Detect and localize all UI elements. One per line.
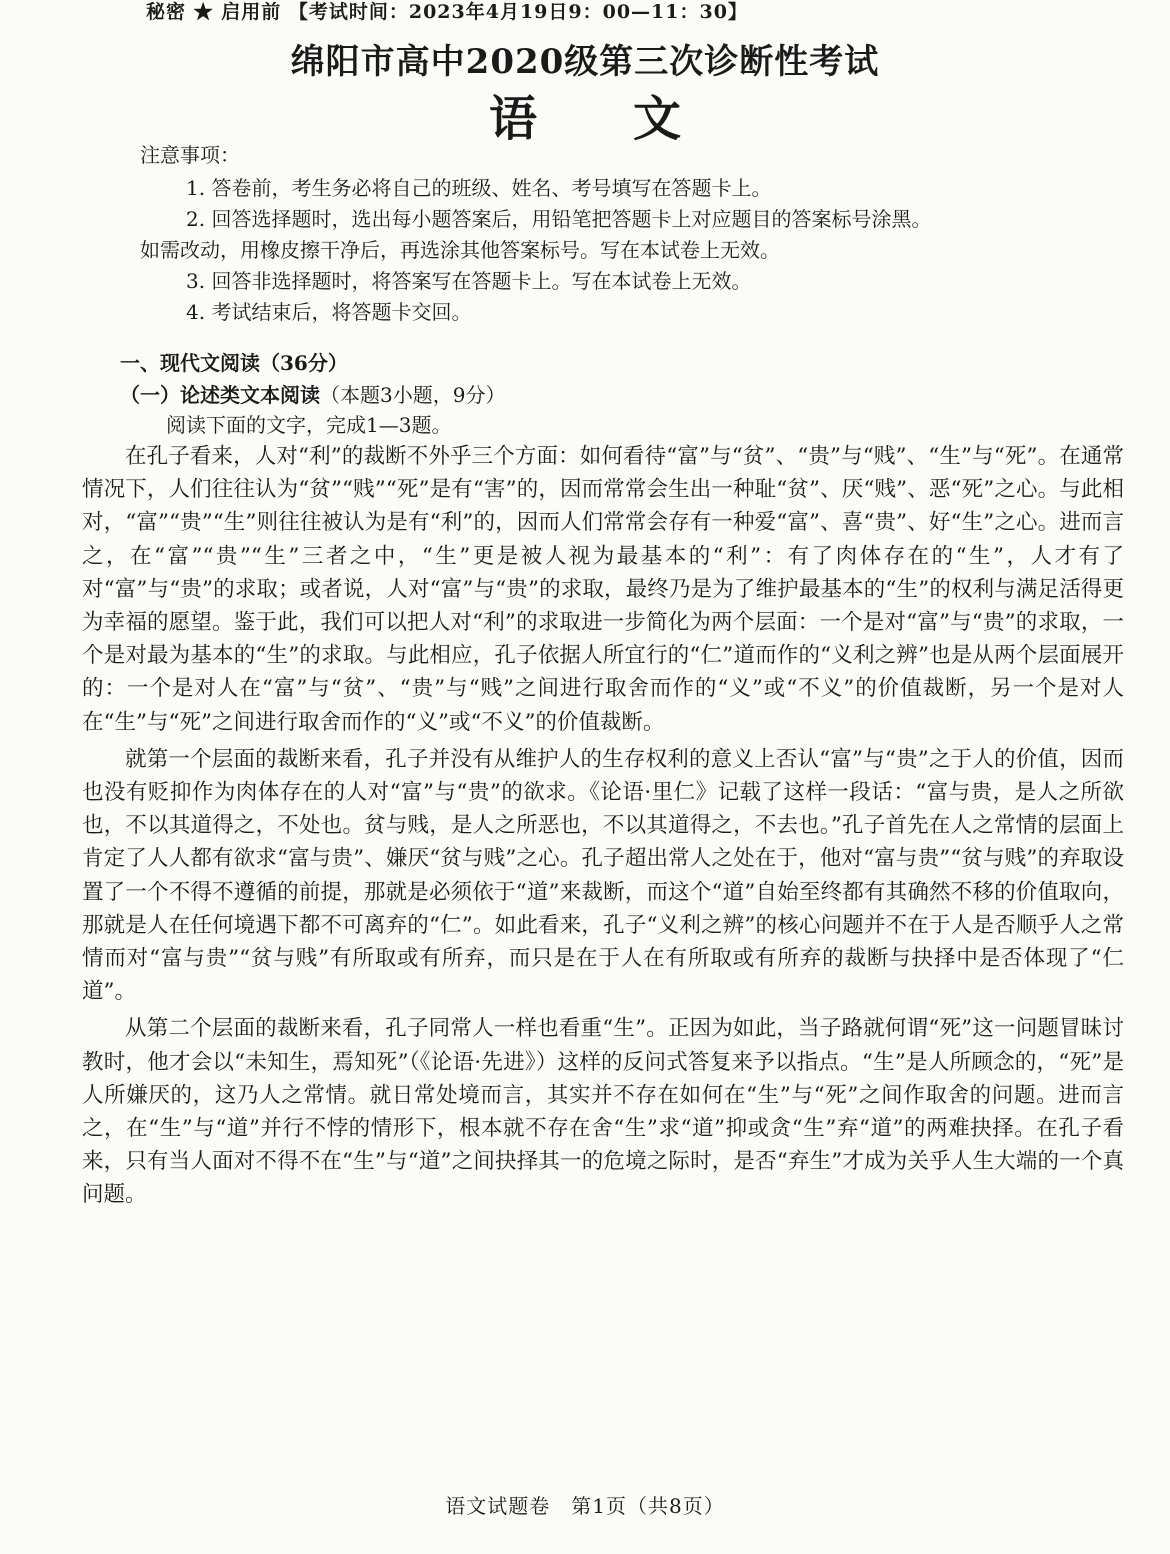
notice-block bbox=[140, 140, 1100, 328]
exam-title: 绵阳市高中2020级第三次诊断性考试 bbox=[290, 42, 880, 82]
section-title: 一、现代文阅读（36分） bbox=[120, 351, 348, 375]
subsection-heading bbox=[120, 380, 505, 410]
passage-paragraph: 在孔子看来，人对“利”的裁断不外乎三个方面：如何看待“富”与“贫”、“贵”与“贱”、“生”与“死”。在通常情况下，人们往往认为“贫”“贱”“死”是有“害”的，因而常常会生出一种耻“贫”、厌“贱”、恶“死”之心。与此相对，“富”“贵”“生”则往往被认为是有“利”的，因而人们常常会存有一种爱“富”、喜“贵”、好“生”之心。进而言之，在“富”“贵”“生”三者之中，“生”更是被人视为最基本的“利”：有了肉体存在的“生”，人才有了对“富”与“贵”的求取；或者说，人对“富”与“贵”的求取，最终乃是为了维护最基本的“生”的权利与满足活得更为幸福的愿望。鉴于此，我们可以把人对“利”的求取进一步简化为两个层面：一个是对“富”与“贵”的求取，一个是对最为基本的“生”的求取。与此相应，孔子依据人所宜行的“仁”道而作的“义利之辨”也是从两个层面展开的：一个是对人在“富”与“贫”、“贵”与“贱”之间进行取舍而作的“义”或“不义”的价值裁断，另一个是对人在“生”与“死”之间进行取舍而作的“义”或“不义”的价值裁断。 bbox=[82, 444, 1124, 735]
page-footer: 语文试题卷 第1页（共8页） bbox=[445, 1494, 725, 1518]
subsection-note: （本题3小题，9分） bbox=[320, 383, 506, 407]
notice-item-continuation: 如需改动，用橡皮擦干净后，再选涂其他答案标号。写在本试卷上无效。 bbox=[140, 238, 780, 262]
notice-item: 2. 回答选择题时，选出每小题答案后，用铅笔把答题卡上对应题目的答案标号涂黑。 bbox=[186, 207, 932, 231]
subject-title: 语 文 bbox=[488, 91, 681, 147]
notice-item: 1. 答卷前，考生务必将自己的班级、姓名、考号填写在答题卡上。 bbox=[186, 176, 772, 200]
passage-paragraph: 从第二个层面的裁断来看，孔子同常人一样也看重“生”。正因为如此，当子路就何谓“死”这一问题冒昧讨教时，他才会以“未知生，焉知死”（《论语·先进》）这样的反问式答复来予以指点。“生”是人所顾念的，“死”是人所嫌厌的，这乃人之常情。就日常处境而言，其实并不存在如何在“生”与“死”之间作取舍的问题。进而言之，在“生”与“道”并行不悖的情形下，根本就不存在舍“生”求“道”抑或贪“生”弃“道”的两难抉择。在孔子看来，只有当人面对不得不在“生”与“道”之间抉择其一的危境之际时，是否“弃生”才成为关乎人生大端的一个真问题。 bbox=[82, 1016, 1124, 1208]
subsection-title: （一）论述类文本阅读 bbox=[120, 383, 320, 407]
confidential-header: 秘密 ★ 启用前 【考试时间：2023年4月19日9：00—11：30】 bbox=[146, 1, 748, 23]
reading-passage bbox=[82, 440, 1124, 1212]
passage-paragraph: 就第一个层面的裁断来看，孔子并没有从维护人的生存权利的意义上否认“富”与“贵”之于人的价值，因而也没有贬抑作为肉体存在的人对“富”与“贵”的欲求。《论语·里仁》记载了这样一段话：“富与贵，是人之所欲也，不以其道得之，不处也。贫与贱，是人之所恶也，不以其道得之，不去也。”孔子首先在人之常情的层面上肯定了人人都有欲求“富与贵”、嫌厌“贫与贱”之心。孔子超出常人之处在于，他对“富与贵”“贫与贱”的弃取设置了一个不得不遵循的前提，那就是必须依于“道”来裁断，而这个“道”自始至终都有其确然不移的价值取向，那就是人在任何境遇下都不可离弃的“仁”。如此看来，孔子“义利之辨”的核心问题并不在于人是否顺乎人之常情而对“富与贵”“贫与贱”有所取或有所弃，而只是在于人在有所取或有所弃的裁断与抉择中是否体现了“仁道”。 bbox=[82, 746, 1124, 1005]
reading-instruction: 阅读下面的文字，完成1—3题。 bbox=[166, 413, 452, 437]
notice-item: 4. 考试结束后，将答题卡交回。 bbox=[186, 300, 472, 324]
notice-item: 3. 回答非选择题时，将答案写在答题卡上。写在本试卷上无效。 bbox=[186, 269, 752, 293]
notice-label: 注意事项： bbox=[140, 143, 240, 167]
